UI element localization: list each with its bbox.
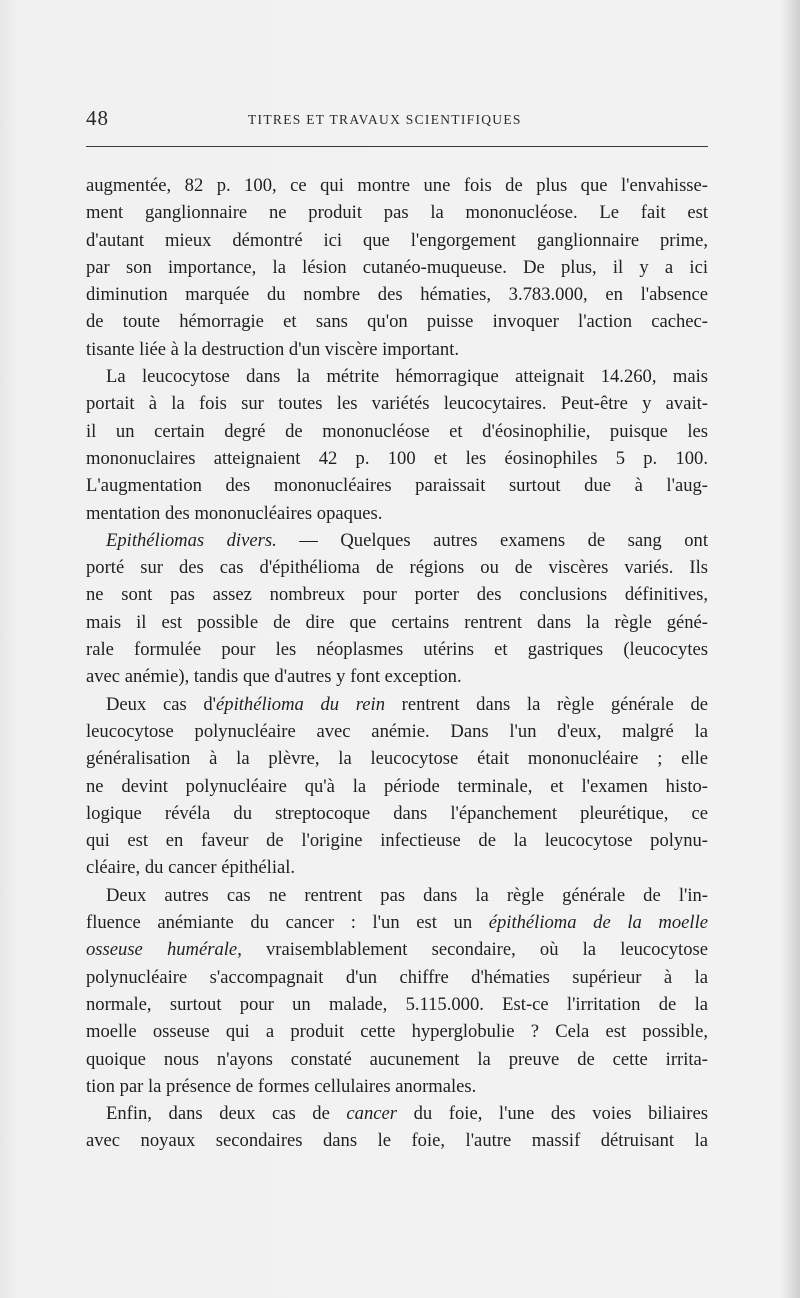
text-line: avec noyaux secondaires dans le foie, l'autre massif détruisant la: [86, 1130, 708, 1152]
text-line: mentation des mononucléaires opaques.: [86, 502, 383, 524]
paragraph: [86, 1100, 708, 1155]
text-span: Enfin, dans deux cas de: [106, 1103, 347, 1125]
italic-span: épithélioma du rein: [216, 693, 385, 715]
text-line: rale formulée pour les néoplasmes utérins et gastriques (leucocytes: [86, 639, 708, 661]
text-line: [86, 691, 708, 718]
text-line: porté sur des cas d'épithélioma de régions ou de viscères variés. Ils: [86, 557, 708, 579]
text-line: il un certain degré de mononucléose et d'éosinophilie, puisque les: [86, 420, 708, 442]
text-line: Deux autres cas ne rentrent pas dans la règle générale de l'in-: [106, 884, 708, 906]
text-line: [86, 936, 708, 963]
text-line: qui est en faveur de l'origine infectieuse de la leucocytose polynu-: [86, 830, 708, 852]
text-line: [86, 1100, 708, 1127]
text-line: avec anémie), tandis que d'autres y font exception.: [86, 666, 462, 688]
text-span: Deux cas d': [106, 693, 217, 715]
text-line: leucocytose polynucléaire avec anémie. Dans l'un d'eux, malgré la: [86, 720, 708, 742]
text-line: portait à la fois sur toutes les variétés leucocytaires. Peut-être y avait-: [86, 393, 708, 415]
italic-span: épithélioma de la moelle: [488, 912, 708, 934]
text-line: moelle osseuse qui a produit cette hyperglobulie ? Cela est possible,: [86, 1021, 708, 1043]
text-span: fluence anémiante du cancer : l'un est un: [86, 912, 489, 934]
text-line: [86, 527, 708, 554]
paragraph: [86, 691, 708, 882]
italic-lead: Epithéliomas divers.: [106, 529, 277, 551]
text-line: diminution marquée du nombre des hématies, 3.783.000, en l'absence: [86, 284, 708, 306]
italic-span: cancer: [346, 1103, 398, 1125]
text-span: rentrent dans la règle générale de: [385, 693, 709, 715]
running-title: TITRES ET TRAVAUX SCIENTIFIQUES: [248, 112, 522, 127]
text-line: tion par la présence de formes cellulaires anormales.: [86, 1075, 477, 1097]
text-line: ment ganglionnaire ne produit pas la mononucléose. Le fait est: [86, 202, 708, 224]
text-line: généralisation à la plèvre, la leucocytose était mononucléaire ; elle: [86, 748, 708, 770]
text-line: ne sont pas assez nombreux pour porter des conclusions définitives,: [86, 584, 708, 606]
text-line: mononuclaires atteignaient 42 p. 100 et les éosinophiles 5 p. 100.: [86, 447, 708, 469]
text-line: de toute hémorragie et sans qu'on puisse invoquer l'action cachec-: [86, 311, 708, 333]
italic-span: osseuse humérale: [86, 939, 238, 961]
text-line: augmentée, 82 p. 100, ce qui montre une fois de plus que l'envahisse-: [86, 175, 708, 196]
text-line: tisante liée à la destruction d'un viscère important.: [86, 338, 460, 360]
text-line: L'augmentation des mononucléaires paraissait surtout due à l'aug-: [86, 475, 708, 497]
text-span: — Quelques autres examens de sang ont: [276, 529, 708, 551]
text-line: mais il est possible de dire que certains rentrent dans la règle géné-: [86, 611, 708, 633]
text-line: quoique nous n'ayons constaté aucunement la preuve de cette irrita-: [86, 1048, 708, 1070]
text-line: logique révéla du streptocoque dans l'épanchement pleurétique, ce: [86, 802, 708, 824]
paragraph: [86, 363, 708, 527]
body-text: [86, 172, 708, 1155]
text-span: , vraisemblablement secondaire, où la leucocytose: [237, 939, 708, 961]
text-line: par son importance, la lésion cutanéo-muqueuse. De plus, il y a ici: [86, 256, 708, 278]
page-header: [86, 104, 708, 134]
page-number: 48: [86, 106, 109, 130]
header-rule: [86, 146, 708, 147]
text-line: polynucléaire s'accompagnait d'un chiffre d'hématies supérieur à la: [86, 966, 708, 988]
paragraph: [86, 527, 708, 691]
text-line: ne devint polynucléaire qu'à la période terminale, et l'examen histo-: [86, 775, 708, 797]
text-line: La leucocytose dans la métrite hémorragique atteignait 14.260, mais: [106, 366, 708, 388]
paragraph: [86, 172, 708, 363]
text-line: [86, 909, 708, 936]
text-line: normale, surtout pour un malade, 5.115.000. Est-ce l'irritation de la: [86, 993, 708, 1015]
text-line: cléaire, du cancer épithélial.: [86, 857, 296, 879]
text-span: du foie, l'une des voies biliaires: [397, 1103, 708, 1125]
paragraph: [86, 882, 708, 1100]
text-line: d'autant mieux démontré ici que l'engorgement ganglionnaire prime,: [86, 229, 708, 251]
